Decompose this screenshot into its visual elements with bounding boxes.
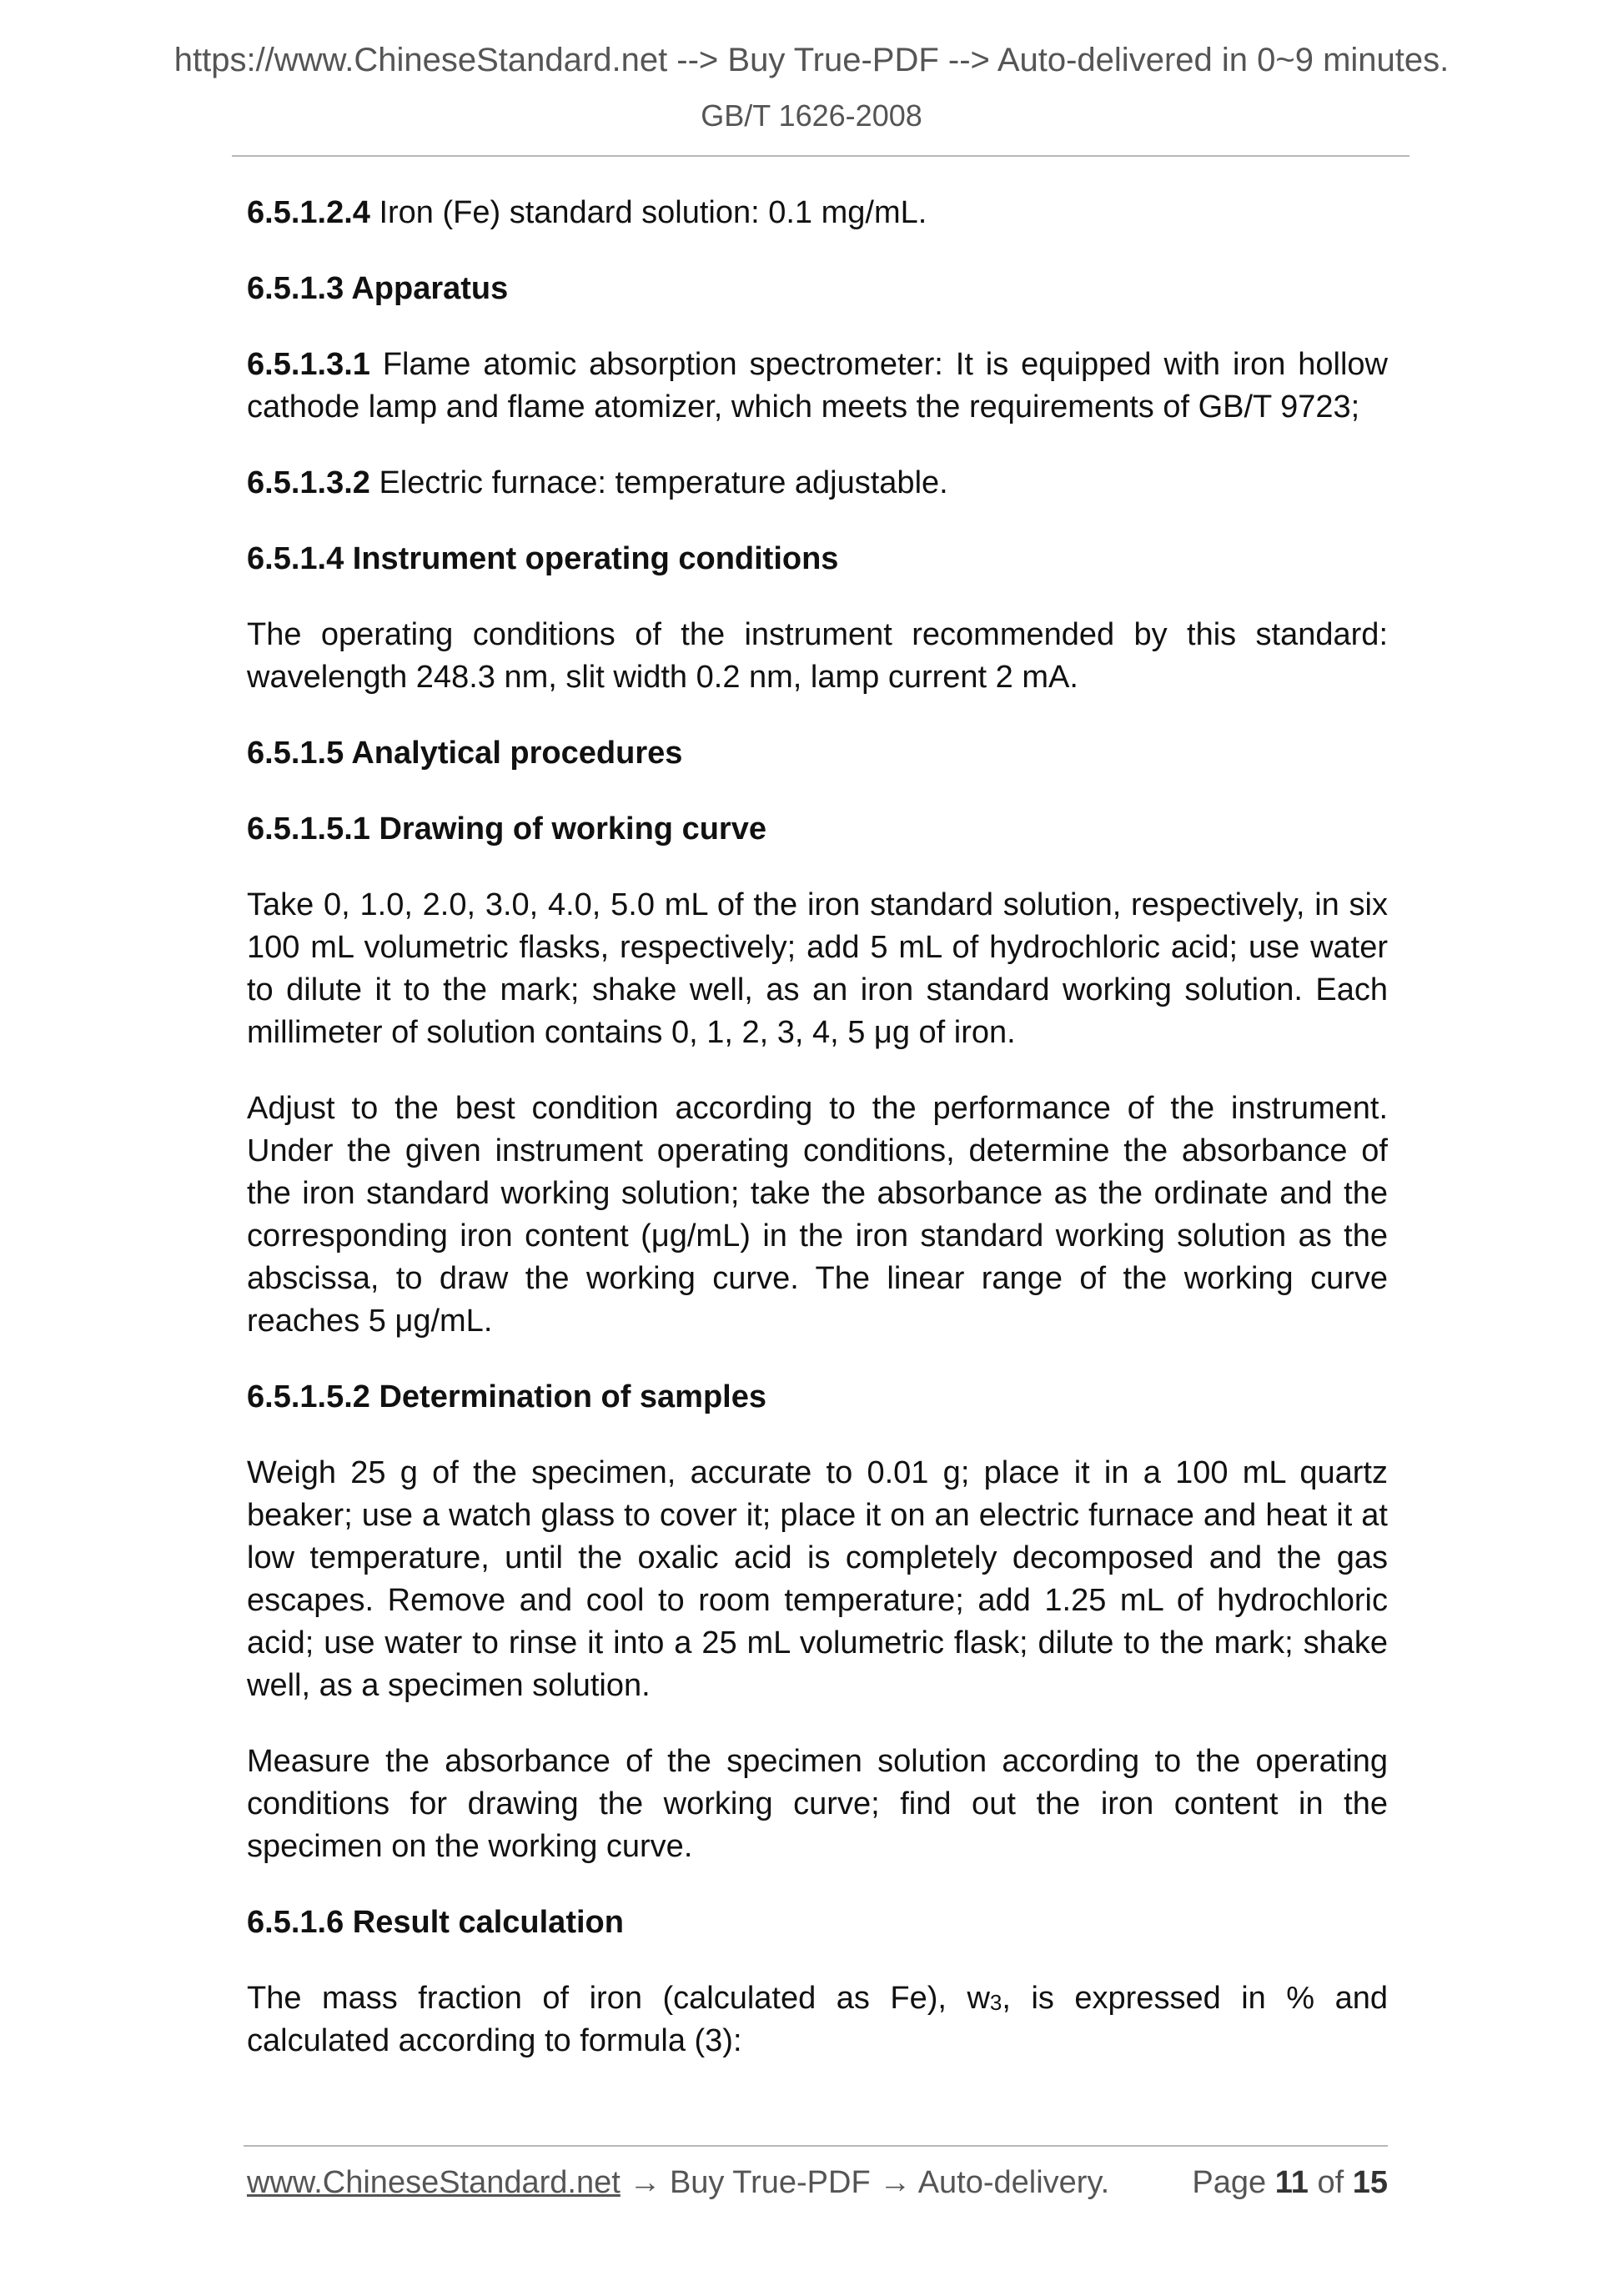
paragraph-samples-1: Weigh 25 g of the specimen, accurate to 0.01 g; place it in a 100 mL quartz beaker; use a watch glass to cover it; place it on an electric furnace and heat it at low temperature, until the oxalic acid is completely decomposed and the gas escapes. Remove and cool to room temperature; add 1.25 mL of hydrochloric acid; use water to rinse it into a 25 mL volumetric flask; dilute to the mark; shake well, as a specimen solution. <box>247 1455 1388 1703</box>
page-footer <box>247 2165 1388 2201</box>
paragraph-electric-furnace <box>247 462 1388 505</box>
paragraph-working-curve-2: Adjust to the best condition according to the performance of the instrument. Under the given instrument operating conditions, determine the absorbance of the iron standard working solution; take the absorbance as the ordinate and the corresponding iron content (μg/mL) in the iron standard working solution as the abscissa, to draw the working curve. The linear range of the working curve reaches 5 μg/mL. <box>247 1091 1388 1339</box>
page-content <box>247 192 1388 2096</box>
standard-code: GB/T 1626-2008 <box>701 98 922 133</box>
clause-text: Iron (Fe) standard solution: 0.1 mg/mL. <box>369 195 927 230</box>
clause-number: 6.5.1.2.4 <box>247 195 370 230</box>
heading-result-calculation: 6.5.1.6 Result calculation <box>247 1905 624 1940</box>
page-number: 11 <box>1274 2165 1309 2200</box>
of-word: of <box>1308 2165 1353 2200</box>
result-text-b: , is expressed in % and calculated according to formula (3): <box>247 1981 1388 2058</box>
result-text-a: The mass fraction of iron (calculated as Fe), w <box>247 1981 990 2016</box>
footer-divider <box>244 2145 1388 2147</box>
paragraph-working-curve-1: Take 0, 1.0, 2.0, 3.0, 4.0, 5.0 mL of the iron standard solution, respectively, in six 100 mL volumetric flasks, respectively; add 5 mL of hydrochloric acid; use water to dilute it to the mark; shake well, as an iron standard working solution. Each millimeter of solution contains 0, 1, 2, 3, 4, 5 μg of iron. <box>247 887 1388 1050</box>
result-subscript: 3 <box>989 1990 1002 2015</box>
page-total: 15 <box>1352 2165 1388 2200</box>
footer-tagline: → Buy True-PDF → Auto-delivery. <box>620 2165 1110 2200</box>
clause-text: Flame atomic absorption spectrometer: It is equipped with iron hollow cathode lamp and flame atomizer, which meets the requirements of GB/T 9723; <box>247 347 1388 425</box>
clause-number: 6.5.1.3.1 <box>247 347 370 382</box>
paragraph-result <box>247 1977 1388 2062</box>
paragraph-spectrometer <box>247 344 1388 429</box>
page-word: Page <box>1192 2165 1275 2200</box>
paragraph-samples-2: Measure the absorbance of the specimen solution according to the operating conditions for drawing the working curve; find out the iron content in the specimen on the working curve. <box>247 1744 1388 1864</box>
footer-site-link[interactable]: www.ChineseStandard.net <box>247 2165 621 2200</box>
heading-instrument-conditions: 6.5.1.4 Instrument operating conditions <box>247 541 839 576</box>
top-banner: https://www.ChineseStandard.net --> Buy True-PDF --> Auto-delivered in 0~9 minutes. <box>173 42 1450 78</box>
heading-working-curve: 6.5.1.5.1 Drawing of working curve <box>247 811 766 847</box>
paragraph-operating-conditions: The operating conditions of the instrument recommended by this standard: wavelength 248.3 nm, slit width 0.2 nm, lamp current 2 mA. <box>247 617 1388 695</box>
clause-number: 6.5.1.3.2 <box>247 465 370 500</box>
paragraph-iron-standard-solution <box>247 192 1388 234</box>
header-divider <box>232 155 1409 157</box>
heading-analytical-procedures: 6.5.1.5 Analytical procedures <box>247 736 683 771</box>
clause-text: Electric furnace: temperature adjustable. <box>369 465 948 500</box>
heading-determination-samples: 6.5.1.5.2 Determination of samples <box>247 1379 767 1414</box>
heading-apparatus: 6.5.1.3 Apparatus <box>247 271 509 306</box>
page-indicator <box>1192 2165 1388 2201</box>
